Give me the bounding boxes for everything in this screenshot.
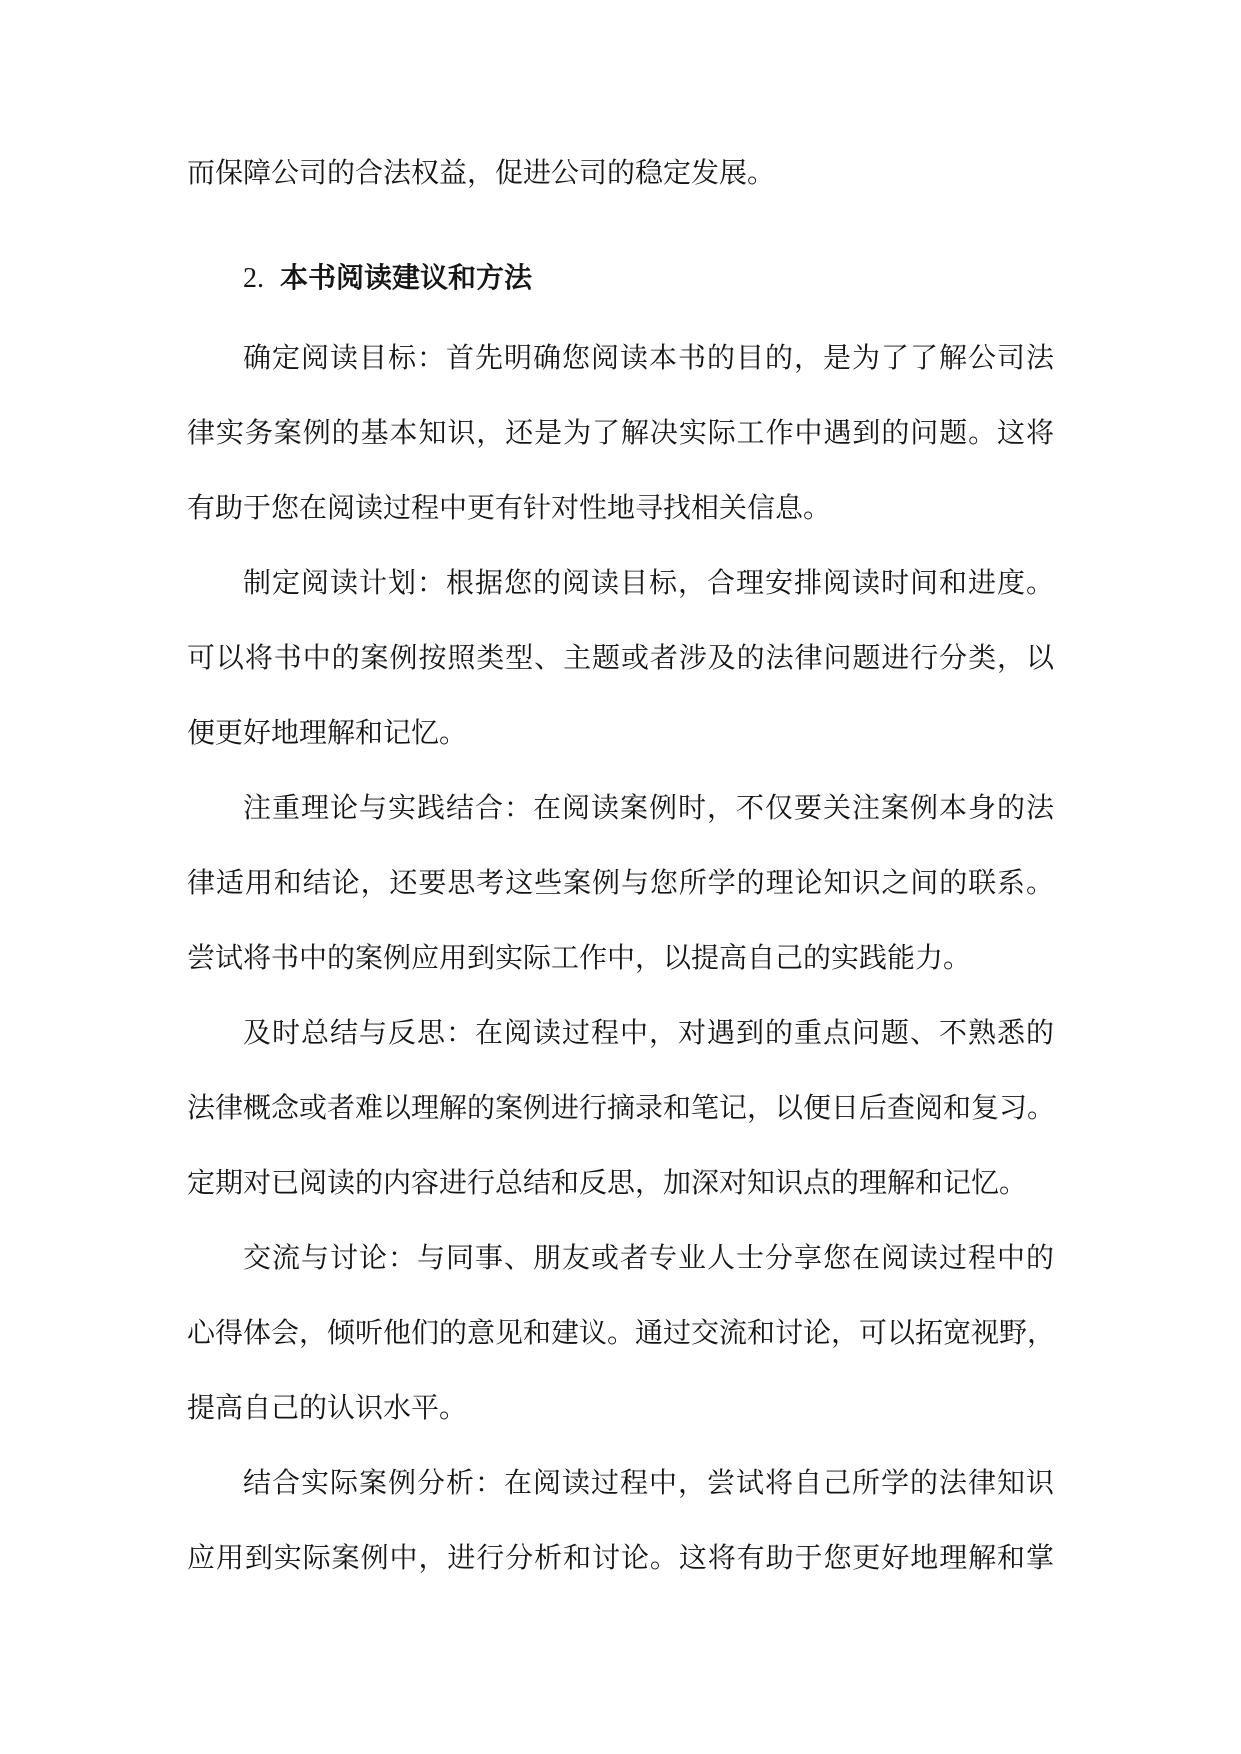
paragraph-line: 提高自己的认识水平。 (187, 1391, 468, 1424)
paragraph-case-analysis (187, 1445, 1054, 1595)
paragraph-line: 交流与讨论：与同事、朋友或者专业人士分享您在阅读过程中的 (243, 1241, 1054, 1274)
paragraph-line: 法律概念或者难以理解的案例进行摘录和笔记，以便日后查阅和复习。 (187, 1091, 1054, 1124)
paragraph-line: 有助于您在阅读过程中更有针对性地寻找相关信息。 (187, 491, 832, 524)
paragraph-line: 定期对已阅读的内容进行总结和反思，加深对知识点的理解和记忆。 (187, 1166, 1028, 1199)
paragraph-line: 便更好地理解和记忆。 (187, 716, 468, 749)
intro-paragraph (187, 135, 1054, 210)
paragraph-line: 律实务案例的基本知识，还是为了解决实际工作中遇到的问题。这将 (187, 416, 1054, 449)
paragraph-summary-reflection (187, 995, 1054, 1220)
section-title: 本书阅读建议和方法 (280, 261, 533, 294)
section-heading (187, 240, 1054, 315)
paragraph-line: 尝试将书中的案例应用到实际工作中，以提高自己的实践能力。 (187, 941, 972, 974)
section-number: 2. (243, 263, 264, 294)
paragraph-line: 制定阅读计划：根据您的阅读目标，合理安排阅读时间和进度。 (243, 566, 1054, 599)
paragraph-line: 确定阅读目标：首先明确您阅读本书的目的，是为了了解公司法 (243, 341, 1054, 374)
paragraph-reading-goal (187, 320, 1054, 545)
paragraph-line: 可以将书中的案例按照类型、主题或者涉及的法律问题进行分类，以 (187, 641, 1054, 674)
paragraph-line: 应用到实际案例中，进行分析和讨论。这将有助于您更好地理解和掌 (187, 1541, 1054, 1574)
paragraph-line: 律适用和结论，还要思考这些案例与您所学的理论知识之间的联系。 (187, 866, 1054, 899)
body-text (187, 135, 1054, 1595)
paragraph-line: 心得体会，倾听他们的意见和建议。通过交流和讨论，可以拓宽视野， (187, 1316, 1056, 1349)
paragraph-line: 注重理论与实践结合：在阅读案例时，不仅要关注案例本身的法 (243, 791, 1054, 824)
paragraph-line: 而保障公司的合法权益，促进公司的稳定发展。 (187, 156, 776, 189)
paragraph-reading-plan (187, 545, 1054, 770)
paragraph-line: 结合实际案例分析：在阅读过程中，尝试将自己所学的法律知识 (243, 1466, 1054, 1499)
paragraph-discussion (187, 1220, 1054, 1445)
paragraph-line: 及时总结与反思：在阅读过程中，对遇到的重点问题、不熟悉的 (243, 1016, 1054, 1049)
paragraph-theory-practice (187, 770, 1054, 995)
